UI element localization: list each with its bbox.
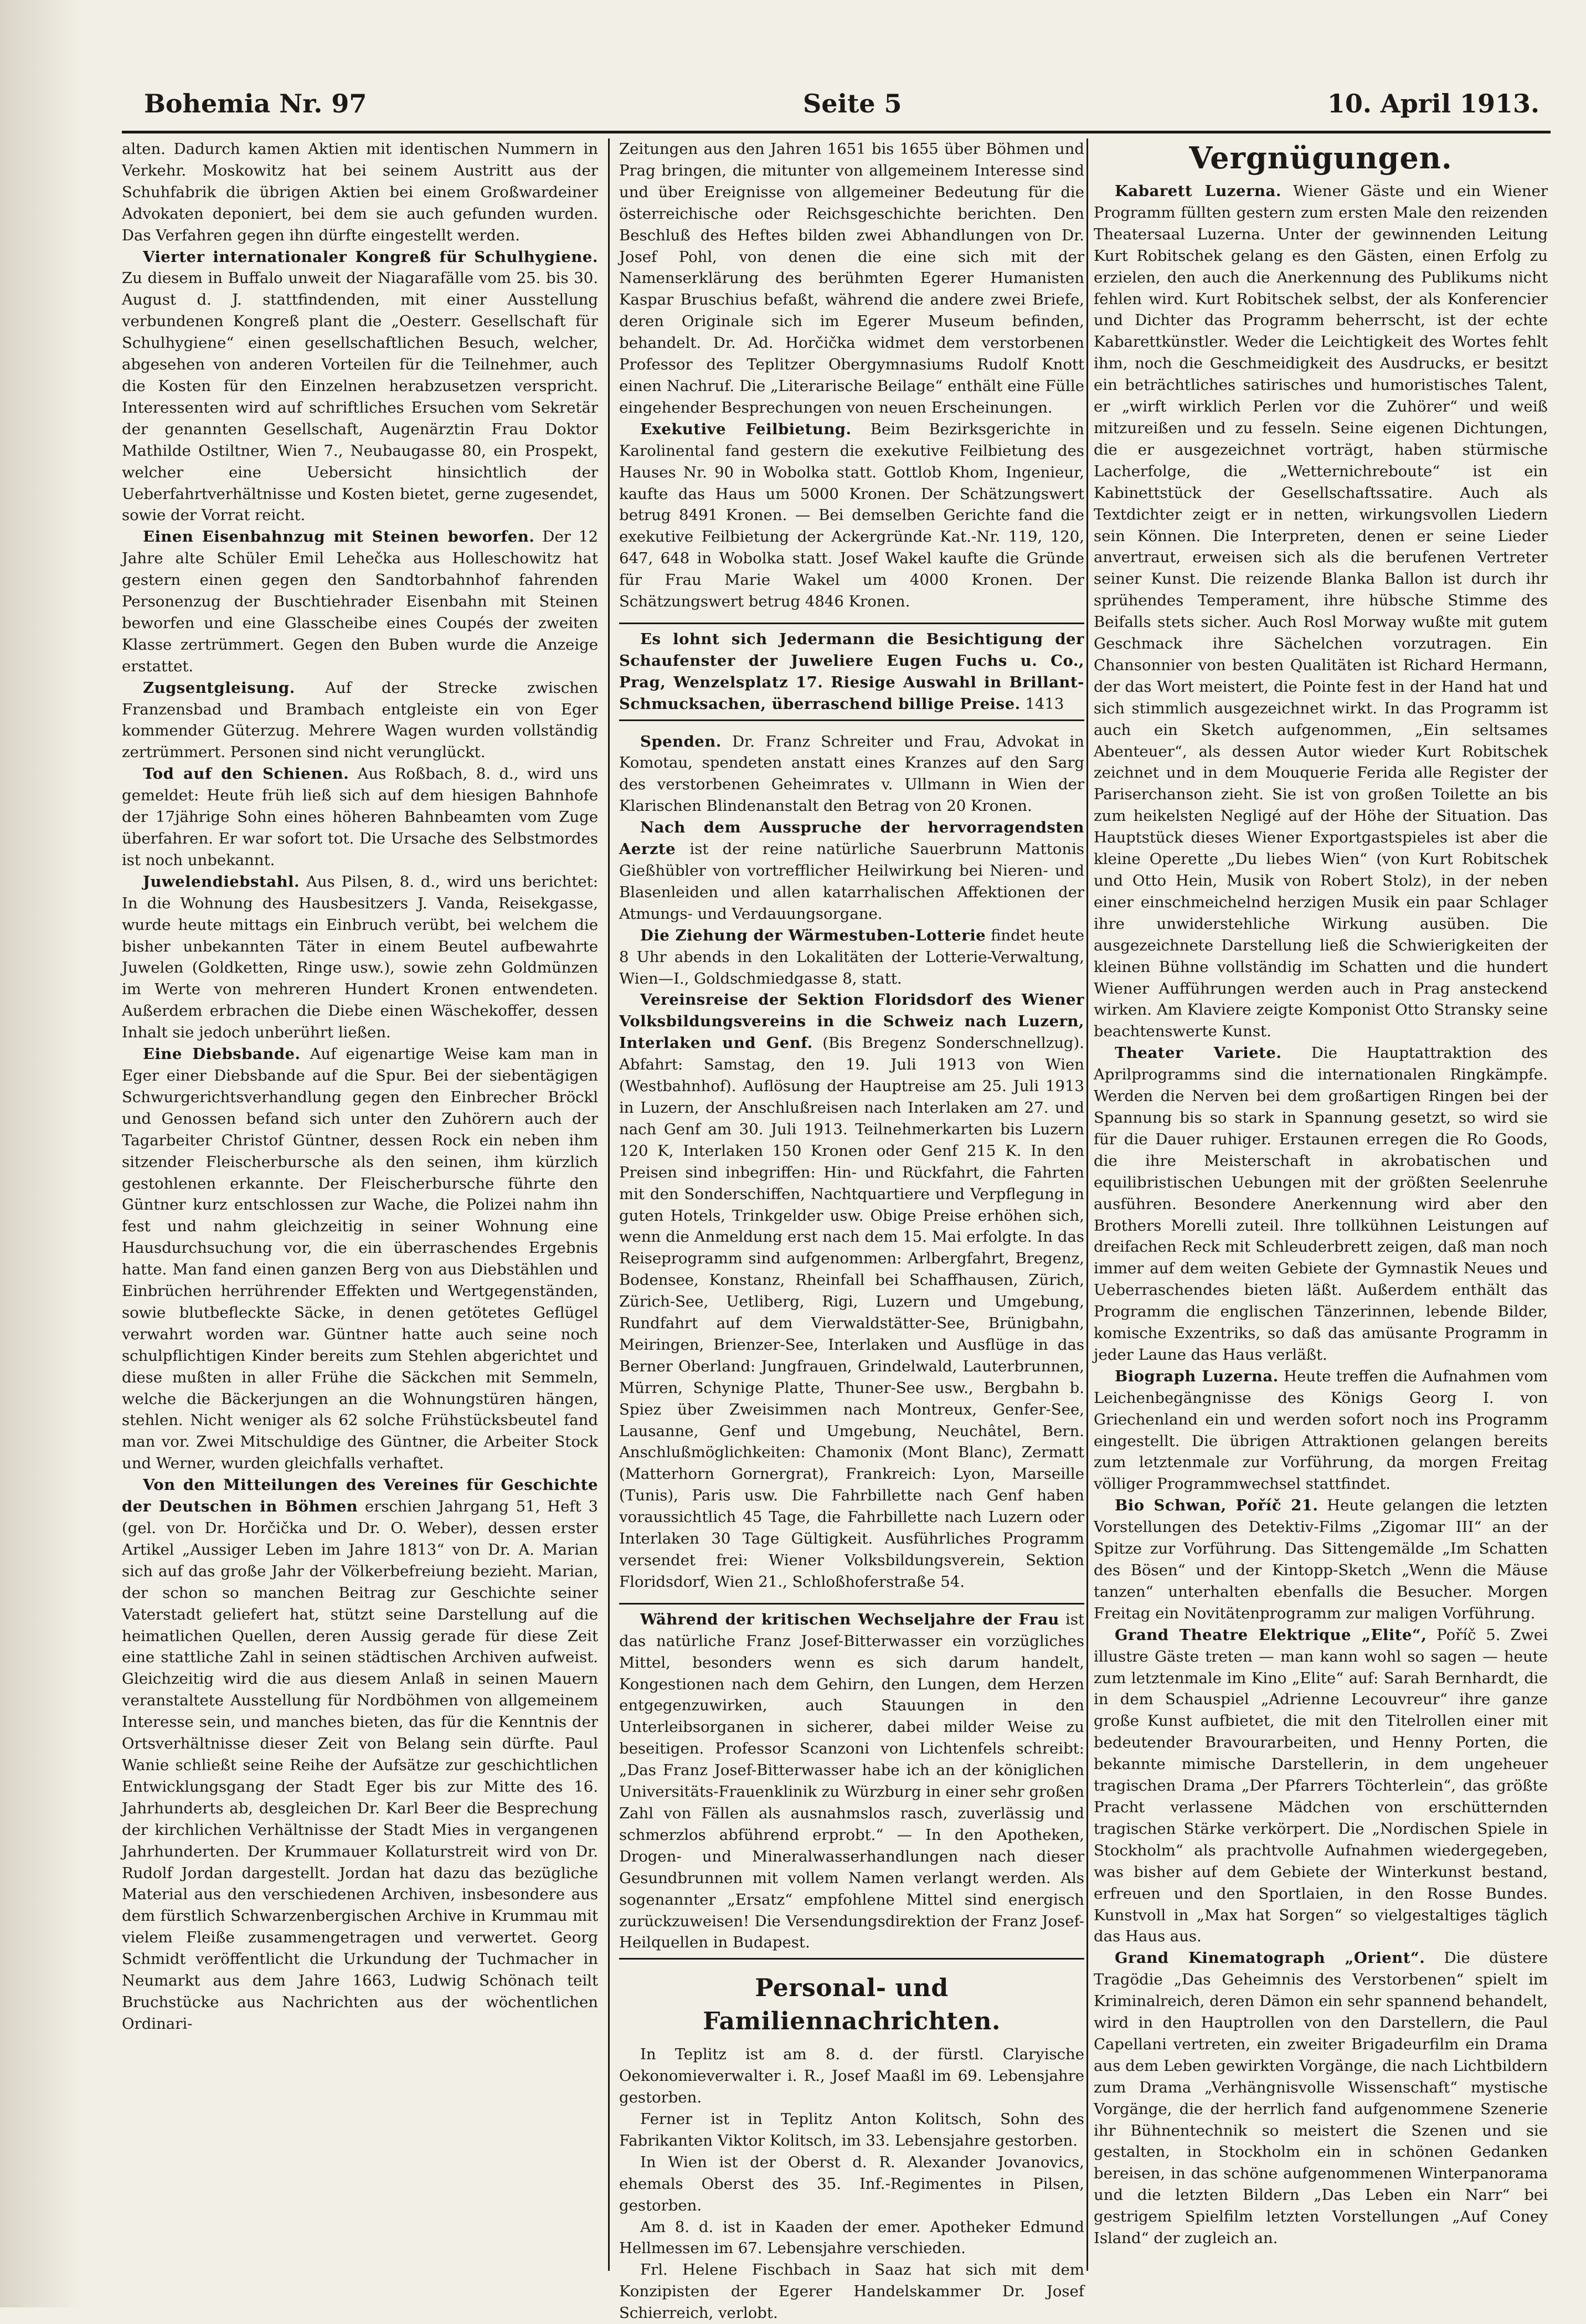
article-headline: Vereinsreise der Sektion Floridsdorf des Wiener Volksbildungsvereins in die Schweiz nach Luzern, Interlaken und Genf. bbox=[619, 991, 1084, 1052]
column-rule-1 bbox=[608, 138, 610, 2271]
article-headline: Es lohnt sich Jedermann die Besichtigung der Schaufenster der Juweliere Eugen Fuchs u. Co., Prag, Wenzelsplatz 17. Riesige Auswahl in Brillant-Schmucksachen, überraschend billige Preise. bbox=[619, 630, 1084, 713]
article-paragraph bbox=[122, 1474, 598, 2035]
article-paragraph bbox=[619, 731, 1084, 817]
advertisement-box bbox=[619, 623, 1084, 721]
article-text: 1413 bbox=[1020, 695, 1064, 713]
article-text: Frl. Helene Fischbach in Saaz hat sich mit dem Konzipisten der Egerer Handelskammer Dr. Josef Schierreich, verlobt. bbox=[619, 2261, 1084, 2322]
article-headline: Die Ziehung der Wärmestuben-Lotterie bbox=[640, 926, 986, 944]
masthead-date: 10. April 1913. bbox=[1327, 89, 1539, 119]
article-paragraph bbox=[619, 817, 1084, 925]
article-text: Aus Pilsen, 8. d., wird uns berichtet: In die Wohnung des Hausbesitzers J. Vanda, Reisekgasse, wurde heute mittags ein Einbruch verübt, bei welchem die bisher unbekannten Täter in einem Beutel aufbewahrte Juwelen (Goldketten, Ringe usw.), sowie zehn Goldmünzen im Werte von mehreren Hundert Kronen entwendeten. Außerdem erbrachen die Diebe einen Wäschekoffer, dessen Inhalt sie jedoch unberührt ließen. bbox=[122, 872, 598, 1042]
article-text: ist der reine natürliche Sauerbrunn Mattonis Gießhübler von vortrefflicher Heilwirkung bei Nieren- und Blasenleiden und allen katarrhalischen Affektionen der Atmungs- und Verdauungsorgane. bbox=[619, 840, 1084, 923]
article-paragraph bbox=[1094, 181, 1548, 1042]
article-headline: Spenden. bbox=[640, 732, 722, 750]
article-text: ist das natürliche Franz Josef-Bitterwasser ein vorzügliches Mittel, besonders wenn es sich darum handelt, Kongestionen nach dem Gehirn, den Lungen, dem Herzen entgegenzuwirken, auch Stauungen in den Unterleibsorganen in sicherer, dabei milder Weise zu beseitigen. Professor Scanzoni von Lichtenfels schreibt: „Das Franz Josef-Bitterwasser habe ich an der königlichen Universitäts-Frauenklinik zu Würzburg in einer sehr großen Zahl von Fällen als ausnahmslos rasch, zuverlässig und schmerzlos abführend erprobt.“ — In den Apotheken, Drogen- und Mineralwasserhandlungen nach dieser Gesundbrunnen mit vollem Namen verlangt werden. Als sogenannter „Ersatz“ empfohlene Mittel sind energisch zurückzuweisen! Die Versendungsdirektion der Franz Josef-Heilquellen in Budapest. bbox=[619, 1610, 1085, 1952]
article-text: Ferner ist in Teplitz Anton Kolitsch, Sohn des Fabrikanten Viktor Kolitsch, im 33. Lebensjahre gestorben. bbox=[619, 2110, 1084, 2150]
article-paragraph bbox=[122, 1043, 598, 1474]
article-text: Auf eigenartige Weise kam man in Eger einer Diebsbande auf die Spur. Bei der siebentägigen Schwurgerichtsverhandlung gegen den Einbrecher Bröckl und Genossen befand sich unter den Zuhörern auch der Tagarbeiter Christof Güntner, dessen Rock ein neben ihm sitzender Fleischerbursche als den seinen, ihm kürzlich gestohlenen erkannte. Der Fleischerbursche führte den Güntner kurz entschlossen zur Wache, die Polizei nahm ihn fest und nahm gleichzeitig in seiner Wohnung eine Hausdurchsuchung vor, die ein überraschendes Ergebnis hatte. Man fand einen ganzen Berg von aus Diebstählen und Einbrüchen herrührender Effekten und Wertgegenständen, sowie blutbefleckte Säcke, in denen getötetes Geflügel verwahrt worden war. Güntner hatte auch seine noch schulpflichtigen Kinder bereits zum Stehlen abgerichtet und diese mußten in aller Frühe die Säckchen mit Semmeln, welche die Bäckerjungen an die Wohnungstüren hängen, stehlen. Nicht weniger als 62 solche Frühstücksbeutel fand man vor. Zwei Mitschuldige des Güntner, die Arbeiter Stock und Werner, wurden gleichfalls verhaftet. bbox=[122, 1045, 598, 1473]
article-paragraph bbox=[122, 138, 598, 246]
article-paragraph bbox=[122, 763, 598, 871]
article-paragraph bbox=[1094, 1495, 1548, 1624]
article-headline: Nach dem Ausspruche der hervorragendsten Aerzte bbox=[619, 819, 1084, 858]
column-2 bbox=[619, 138, 1085, 2322]
article-headline: Biograph Luzerna. bbox=[1115, 1367, 1279, 1385]
advertisement-box bbox=[619, 1603, 1084, 1960]
article-text: Wiener Gäste und ein Wiener Programm füllten gestern zum ersten Male den reizenden Theatersaal Luzerna. Unter der gewinnenden Leitung Kurt Robitschek gelang es den Gästen, einen Erfolg zu erzielen, den auch die Anerkennung des Publikums nicht fehlen wird. Kurt Robitschek selbst, der als Konferencier und Dichter das Programm beherrscht, ist der echte Kabarettkünstler. Weder die Leichtigkeit des Wortes fehlt ihm, noch die Geschmeidigkeit des Ausdrucks, er besitzt ein beträchtliches satirisches und humoristisches Talent, er „wirft wirklich Perlen vor die Zuhörer“ und weiß mitzureißen und zu fesseln. Seine eigenen Dichtungen, die er ausgezeichnet vorträgt, haben stürmische Lacherfolge, die „Wetternichreboute“ ist ein Kabinettstück der Gesellschaftssatire. Auch als Textdichter zeigt er in netten, wirkungsvollen Liedern sein Können. Die Interpreten, denen er seine Lieder anvertraut, erweisen sich als die berufenen Vertreter seiner Kunst. Die reizende Blanka Ballon ist durch ihr sprühendes Temperament, ihre hübsche Stimme des Beifalls stets sicher. Auch Rosl Morway wußte mit gutem Geschmack ihre Sächelchen vorzutragen. Ein Chansonnier von besten Qualitäten ist Richard Hermann, der das Wort meistert, die Pointe fest in der Hand hat und sich stimmlich ausgezeichnet wirkt. In das Programm ist auch ein Sketch aufgenommen, „Ein seltsames Abenteuer“, als dessen Autor wieder Kurt Robitschek zeichnet und in dem Mouquerie Ferida alle Register der Pariserchanson zieht. Sie ist von großen Toilette an bis zum heikelsten Negligé auf der Höhe der Situation. Das Hauptstück dieses Wiener Exportgastspieles ist aber die kleine Operette „Du liebes Wien“ (von Kurt Robitschek und Otto Hein, Musik von Robert Stolz), in der neben einer einschmeichelnd herzigen Musik ein paar Schlager ihre unwiderstehliche Wirkung ausüben. Die ausgezeichnete Darstellung ließ die Schwierigkeiten der kleinen Bühne vollständig im Schatten und die hundert Wiener Aufführungen werden auch in Prag ansteckend wirken. Am Klaviere zeigte Komponist Otto Stransky seine beachtenswerte Kunst. bbox=[1094, 182, 1548, 1041]
article-text: Beim Bezirksgerichte in Karolinental fand gestern die exekutive Feilbietung des Hauses Nr. 90 in Wobolka statt. Gottlob Khom, Ingenieur, kaufte das Haus um 5000 Kronen. Der Schätzungswert betrug 8491 Kronen. — Bei demselben Gerichte fand die exekutive Feilbietung der Ackergründe Kat.-Nr. 119, 120, 647, 648 in Wobolka statt. Josef Wakel kaufte die Gründe für Frau Marie Wakel um 4000 Kronen. Der Schätzungswert betrug 4846 Kronen. bbox=[619, 420, 1084, 611]
article-text: In Wien ist der Oberst d. R. Alexander Jovanovics, ehemals Oberst des 35. Inf.-Regimentes in Pilsen, gestorben. bbox=[619, 2153, 1084, 2214]
article-headline: Tod auf den Schienen. bbox=[143, 765, 349, 783]
section-title: Vergnügungen. bbox=[1189, 140, 1453, 176]
article-headline: Grand Theatre Elektrique „Elite“, bbox=[1115, 1626, 1427, 1644]
article-text: Heute treffen die Aufnahmen vom Leichenbegängnisse des Königs Georg I. von Griechenland ein und werden sofort noch ins Programm eingestellt. Die übrigen Attraktionen gelangen bereits zum letztenmale zur Vorführung, da morgen Freitag völliger Programmwechsel stattfindet. bbox=[1094, 1367, 1548, 1493]
article-text: (Bis Bregenz Sonderschnellzug). Abfahrt: Samstag, den 19. Juli 1913 von Wien (Westbahnhof). Auflösung der Hauptreise am 25. Juli 1913 in Luzern, der Anschlußreisen nach Interlaken am 27. und nach Genf am 30. Juli 1913. Teilnehmerkarten bis Luzern 120 K, Interlaken 150 Kronen oder Genf 215 K. In den Preisen sind inbegriffen: Hin- und Rückfahrt, die Fahrten mit den Sonderschiffen, Nachtquartiere und Verpflegung in guten Hotels, Trinkgelder usw. Obige Preise erhöhen sich, wenn die Anmeldung erst nach dem 15. Mai erfolgte. In das Reiseprogramm sind aufgenommen: Arlbergfahrt, Bregenz, Bodensee, Konstanz, Rheinfall bei Schaffhausen, Zürich, Zürich-See, Uetliberg, Rigi, Luzern und Umgebung, Rundfahrt auf dem Vierwaldstätter-See, Brünigbahn, Meiringen, Brienzer-See, Interlaken und Ausflüge in das Berner Oberland: Jungfrauen, Grindelwald, Lauterbrunnen, Mürren, Schynige Platte, Thuner-See usw., Bergbahn b. Spiez über Zweisimmen nach Montreux, Genfer-See, Lausanne, Genf und Umgebung, Neuchâtel, Bern. Anschlußmöglichkeiten: Chamonix (Mont Blanc), Zermatt (Matterhorn Gornergrat), Frankreich: Lyon, Marseille (Tunis), Paris usw. Die Fahrbillette nach Genf haben voraussichtlich 45 Tage, die Fahrbillette nach Luzern oder Interlaken 30 Tage Gültigkeit. Ausführliches Programm versendet frei: Wiener Volksbildungsverein, Sektion Floridsdorf, Wien 21., Schloßhoferstraße 54. bbox=[619, 1034, 1085, 1591]
article-headline: Von den Mitteilungen des Vereines für Geschichte der Deutschen in Böhmen bbox=[122, 1476, 598, 1516]
article-paragraph bbox=[1094, 1366, 1548, 1495]
column-rule-2 bbox=[1086, 138, 1088, 2271]
article-paragraph bbox=[619, 2044, 1084, 2109]
article-headline: Eine Diebsbande. bbox=[143, 1045, 301, 1063]
article-paragraph bbox=[122, 677, 598, 764]
article-headline: Exekutive Feilbietung. bbox=[640, 420, 852, 438]
column-3 bbox=[1094, 138, 1548, 2276]
article-headline: Theater Variete. bbox=[1115, 1044, 1282, 1062]
section-title: Personal- und Familiennachrichten. bbox=[703, 1974, 1001, 2036]
article-paragraph bbox=[1094, 1624, 1548, 1948]
article-text: erschien Jahrgang 51, Heft 3 (gel. von Dr. Horčička und Dr. O. Weber), dessen erster Artikel „Aussiger Leben im Jahre 1813“ von Dr. A. Marian sich auf das große Jahr der Völkerbefreiung bezieht. Marian, der schon so manchen Beitrag zur Geschichte seiner Vaterstadt geliefert hat, stützt seine Darstellung auf die heimatlichen Quellen, deren Aussig gerade für diese Zeit eine stattliche Zahl in seinen städtischen Archiven aufweist. Gleichzeitig wird die aus diesem Anlaß in seinen Mauern veranstaltete Ausstellung für Nordböhmen von allgemeinem Interesse sein, und manches bieten, das für die Kenntnis der Ortsverhältnisse dieser Zeit von Belang sein dürfte. Paul Wanie schließt seine Reihe der Aufsätze zur geschichtlichen Entwicklungsgang der Stadt Eger bis zur Mitte des 16. Jahrhunderts ab, desgleichen Dr. Karl Beer die Besprechung der kirchlichen Verhältnisse der Stadt Mies in vergangenen Jahrhunderten. Der Krummauer Kollaturstreit wird von Dr. Rudolf Jordan dargestellt. Jordan hat dazu das bezügliche Material aus den verschiedenen Archiven, insbesondere aus dem fürstlich Schwarzenbergischen Archive in Krummau mit vielem Fleiße zusammengetragen und verwertet. Georg Schmidt veröffentlicht die Urkundung der Tuchmacher in Neumarkt aus dem Jahre 1663, Ludwig Schönach teilt Bruchstücke aus Nachrichten aus der wöchentlichen Ordinari- bbox=[122, 1498, 598, 2033]
article-text: findet heute 8 Uhr abends in den Lokalitäten der Lotterie-Verwaltung, Wien—I., Goldschmiedgasse 8, statt. bbox=[619, 926, 1084, 988]
article-headline: Vierter internationaler Kongreß für Schulhygiene. bbox=[143, 248, 598, 266]
masthead bbox=[144, 83, 1539, 127]
article-text: Poříč 5. Zwei illustre Gäste treten — man kann wohl so sagen — heute zum letztenmale im Kino „Elite“ auf: Sarah Bernhardt, die in dem Schauspiel „Adrienne Lecouvreur“ ihre ganze große Kunst aufbietet, die mit den Titelrollen einer mit bedeutender Bravourarbeiten, und Henny Porten, die bekannte mimische Darstellerin, in dem ungeheuer tragischen Drama „Der Pfarrers Töchterlein“, das größte Pracht verlassene Mädchen von erschütternden tragischen Stärke verkörpert. Die „Nordischen Spiele in Stockholm“ als prachtvolle Aufnahmen wiedergegeben, was bisher auf dem Gebiete der Winterkunst bestand, erfreuen und den Sportlaien, in den Rosse Bundes. Kunstvoll in „Max hat Sorgen“ so vielgestaltiges täglich das Haus aus. bbox=[1094, 1626, 1548, 1946]
article-text: alten. Dadurch kamen Aktien mit identischen Nummern in Verkehr. Moskowitz hat bei seinem Austritt aus der Schuhfabrik die übrigen Aktien bei einem Großwardeiner Advokaten deponiert, bei dem sie auch gefunden wurden. Das Verfahren gegen ihn dürfte eingestellt werden. bbox=[122, 140, 598, 244]
masthead-page-number: Seite 5 bbox=[803, 89, 902, 119]
article-text: Zeitungen aus den Jahren 1651 bis 1655 über Böhmen und Prag bringen, die mitunter von allgemeinem Interesse sind und über Ereignisse von allgemeiner Bedeutung für die österreichische oder Reichsgeschichte berichten. Den Beschluß des Heftes bilden zwei Abhandlungen von Dr. Josef Pohl, von denen die eine sich mit der Namenserklärung des berühmten Egerer Humanisten Kaspar Bruschius befaßt, während die andere zwei Briefe, deren Originale sich im Egerer Museum befinden, behandelt. Dr. Ad. Horčička widmet dem verstorbenen Professor des Teplitzer Obergymnasiums Rudolf Knott einen Nachruf. Die „Literarische Beilage“ enthält eine Fülle eingehender Besprechungen von neuen Erscheinungen. bbox=[619, 140, 1084, 417]
article-text: Aus Roßbach, 8. d., wird uns gemeldet: Heute früh ließ sich auf dem hiesigen Bahnhofe der 17jährige Sohn eines höheren Bahnbeamten vom Zuge überfahren. Er war sofort tot. Die Ursache des Selbstmordes ist noch unbekannt. bbox=[122, 765, 598, 869]
article-headline: Kabarett Luzerna. bbox=[1115, 182, 1281, 200]
article-paragraph bbox=[619, 419, 1084, 613]
article-paragraph bbox=[619, 1609, 1084, 1954]
article-text: Die düstere Tragödie „Das Geheimnis des Verstorbenen“ spielt im Kriminalreich, deren Dämon ein sehr spannend behandelt, wird in den Hauptrollen von den Darstellern, die Paul Capellani vertreten, ein zweiter Brigadeurfilm ein Drama aus dem Leben gewirkten Vorgänge, die nach Lichtbildern zum Drama „Verhängnisvolle Wissenschaft“ mystische Vorgänge, die der herrlich fand aufgenommene Szenerie ihr Bühnentechnik so meistert die Szenen und sie gestalten, in Stockholm ein in schönen Gedanken bereisen, in das schöne aufgenommenen Winterpanorama und die letzten Bildern „Das Leben ein Narr“ bei gestrigem Spielfilm letzten Vorstellungen „Auf Coney Island“ der zugleich an. bbox=[1094, 1949, 1548, 2248]
article-headline: Während der kritischen Wechseljahre der Frau bbox=[640, 1610, 1059, 1628]
article-text: In Teplitz ist am 8. d. der fürstl. Claryische Oekonomieverwalter i. R., Josef Maaßl im 69. Lebensjahre gestorben. bbox=[619, 2045, 1084, 2107]
article-paragraph bbox=[619, 2217, 1084, 2260]
article-headline: Juwelendiebstahl. bbox=[143, 872, 300, 891]
article-paragraph bbox=[122, 526, 598, 677]
article-headline: Bio Schwan, Poříč 21. bbox=[1115, 1497, 1319, 1515]
page-edge-shadow bbox=[0, 0, 83, 2307]
article-paragraph bbox=[619, 2152, 1084, 2217]
article-text: Auf der Strecke zwischen Franzensbad und Brambach entgleiste ein von Eger kommender Güterzug. Mehrere Wagen wurden vollständig zertrümmert. Personen sind nicht verunglückt. bbox=[122, 678, 598, 762]
article-text: Die Hauptattraktion des Aprilprogramms sind die internationalen Ringkämpfe. Werden die Nerven bei dem großartigen Ringen bei der Spannung bis so stark in Spannung gesetzt, so wird sie für die Dauer ruhiger. Erstaunen erregen die Ro Goods, die ihre Meisterschaft in akrobatischen und equilibristischen Uebungen mit der größten Seelenruhe ausführen. Besondere Anerkennung wird aber den Brothers Morelli zuteil. Ihre tollkühnen Leistungen auf dreifachen Reck mit Schleuderbrett zeigen, daß man noch immer auf dem weiten Gebiete der Gymnastik Neues und Ueberraschendes bieten läßt. Außerdem enthält das Programm die englischen Tänzerinnen, lebende Bilder, komische Exzentriks, so daß das amüsante Programm in jeder Laune das Haus verläßt. bbox=[1094, 1044, 1548, 1364]
article-text: Zu diesem in Buffalo unweit der Niagarafälle vom 25. bis 30. August d. J. stattfindenden, mit einer Ausstellung verbundenen Kongreß plant die „Oesterr. Gesellschaft für Schulhygiene“ einen gesellschaftlichen Besuch, welcher, abgesehen von anderen Vorteilen für die Teilnehmer, auch die Kosten für den Einzelnen herabzusetzen verspricht. Interessenten wird auf schriftliches Ersuchen vom Sekretär der genannten Gesellschaft, Augenärztin Frau Doktor Mathilde Ostiltner, Wien 7., Neubaugasse 80, ein Prospekt, welcher eine Uebersicht hinsichtlich der Ueberfahrtverhältnisse und Kosten bietet, gerne zugesendet, sowie der Vorrat reicht. bbox=[122, 269, 598, 525]
article-text: Der 12 Jahre alte Schüler Emil Lehečka aus Holleschowitz hat gestern einen gegen den Sandtorbahnhof fahrenden Personenzug der Buschtiehrader Eisenbahn mit Steinen beworfen und eine Glasscheibe eines Coupés der zweiten Klasse zertrümmert. Gegen den Buben wurde die Anzeige erstattet. bbox=[122, 528, 598, 675]
article-paragraph bbox=[1094, 1042, 1548, 1366]
article-text: Am 8. d. ist in Kaaden der emer. Apotheker Edmund Hellmessen im 67. Lebensjahre verschieden. bbox=[619, 2218, 1084, 2258]
article-paragraph bbox=[619, 629, 1084, 715]
article-text: Dr. Franz Schreiter und Frau, Advokat in Komotau, spendeten anstatt eines Kranzes auf den Sarg des verstorbenen Geheimrates v. Ullmann in Wien der Klarischen Blindenanstalt den Betrag von 20 Kronen. bbox=[619, 732, 1084, 815]
column-1 bbox=[122, 138, 598, 2276]
article-paragraph bbox=[619, 2109, 1084, 2152]
article-paragraph bbox=[619, 138, 1084, 419]
article-headline: Zugsentgleisung. bbox=[143, 678, 295, 697]
masthead-rule bbox=[122, 131, 1551, 133]
article-paragraph bbox=[619, 925, 1084, 990]
article-paragraph bbox=[122, 871, 598, 1043]
article-paragraph bbox=[619, 989, 1084, 1592]
article-paragraph bbox=[619, 2259, 1084, 2324]
article-text: Heute gelangen die letzten Vorstellungen des Detektiv-Films „Zigomar III“ an der Spitze zur Vorführung. Das Sittengemälde „Im Schatten des Bösen“ und der Kintopp-Sketch „Wenn die Mäuse tanzen“ unterhalten ebenfalls die Besucher. Morgen Freitag ein Novitätenprogramm zur maligen Vorführung. bbox=[1094, 1497, 1548, 1622]
article-headline: Einen Eisenbahnzug mit Steinen beworfen. bbox=[143, 528, 535, 546]
article-paragraph bbox=[1094, 1947, 1548, 2249]
article-paragraph bbox=[122, 246, 598, 527]
article-headline: Grand Kinematograph „Orient“. bbox=[1115, 1949, 1425, 1967]
masthead-paper-number: Bohemia Nr. 97 bbox=[144, 89, 367, 119]
